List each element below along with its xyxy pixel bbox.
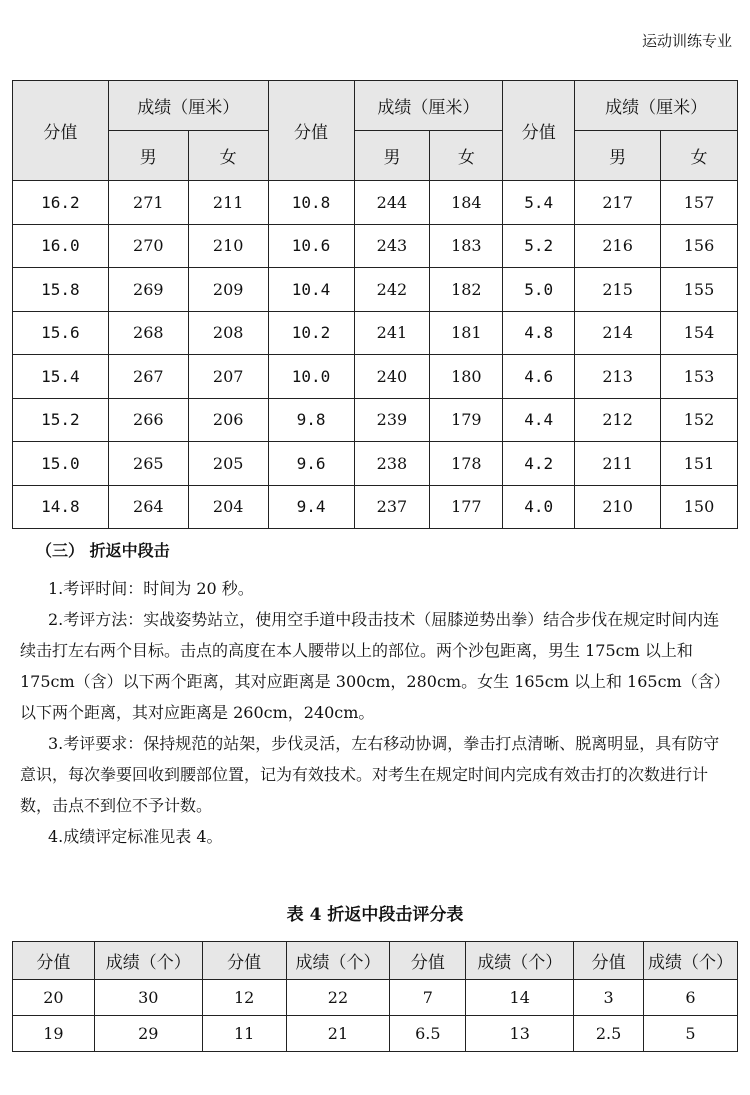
- score-cell: 14.8: [13, 485, 109, 529]
- result-cell: 156: [661, 224, 738, 268]
- score-cell: 12: [202, 980, 286, 1016]
- result-cell: 242: [354, 268, 430, 312]
- table3-body: [13, 181, 738, 529]
- result-cell: 244: [354, 181, 430, 225]
- result-cell: 21: [286, 1016, 390, 1052]
- table-row: [13, 224, 738, 268]
- result-cell: 14: [466, 980, 574, 1016]
- result-cell: 208: [188, 311, 268, 355]
- result-cell: 268: [108, 311, 188, 355]
- score-cell: 9.6: [268, 442, 354, 486]
- table4-body: [13, 980, 738, 1052]
- score-cell: 6.5: [390, 1016, 466, 1052]
- header-score: 分值: [13, 81, 109, 181]
- result-cell: 265: [108, 442, 188, 486]
- score-cell: 7: [390, 980, 466, 1016]
- header-female: 女: [661, 131, 738, 181]
- result-cell: 204: [188, 485, 268, 529]
- score-cell: 10.6: [268, 224, 354, 268]
- result-cell: 182: [430, 268, 503, 312]
- table-row: [13, 1016, 738, 1052]
- header-male: 男: [354, 131, 430, 181]
- result-cell: 215: [575, 268, 661, 312]
- result-cell: 267: [108, 355, 188, 399]
- section-title: （三） 折返中段击: [36, 541, 170, 560]
- result-cell: 237: [354, 485, 430, 529]
- table-row: [13, 311, 738, 355]
- result-cell: 153: [661, 355, 738, 399]
- result-cell: 30: [94, 980, 202, 1016]
- header-result: 成绩（个）: [94, 942, 202, 980]
- result-cell: 5: [644, 1016, 738, 1052]
- score-cell: 4.6: [503, 355, 575, 399]
- score-cell: 5.4: [503, 181, 575, 225]
- header-female: 女: [430, 131, 503, 181]
- result-cell: 210: [188, 224, 268, 268]
- result-cell: 206: [188, 398, 268, 442]
- header-result: 成绩（个）: [466, 942, 574, 980]
- header-score: 分值: [13, 942, 95, 980]
- result-cell: 154: [661, 311, 738, 355]
- result-cell: 157: [661, 181, 738, 225]
- header-result: 成绩（厘米）: [108, 81, 268, 131]
- score-cell: 9.8: [268, 398, 354, 442]
- score-cell: 9.4: [268, 485, 354, 529]
- score-cell: 4.0: [503, 485, 575, 529]
- result-cell: 152: [661, 398, 738, 442]
- table4-caption: 表 4 折返中段击评分表: [286, 905, 464, 925]
- result-cell: 241: [354, 311, 430, 355]
- score-cell: 5.0: [503, 268, 575, 312]
- paragraph: 4.成绩评定标准见表 4。: [48, 827, 223, 846]
- score-cell: 10.2: [268, 311, 354, 355]
- score-cell: 10.0: [268, 355, 354, 399]
- score-cell: 2.5: [574, 1016, 644, 1052]
- header-score: 分值: [390, 942, 466, 980]
- result-cell: 151: [661, 442, 738, 486]
- paragraph: 3.考评要求：保持规范的站架，步伐灵活，左右移动协调，拳击打点清晰、脱离明显，具有防守意识，每次拳要回收到腰部位置，记为有效技术。对考生在规定时间内完成有效击打的次数进行计数，击点不到位不予计数。: [20, 734, 720, 815]
- page-header: 运动训练专业: [641, 32, 732, 50]
- result-cell: 22: [286, 980, 390, 1016]
- score-cell: 4.4: [503, 398, 575, 442]
- score-cell: 15.6: [13, 311, 109, 355]
- result-cell: 207: [188, 355, 268, 399]
- result-cell: 155: [661, 268, 738, 312]
- result-cell: 214: [575, 311, 661, 355]
- header-score: 分值: [574, 942, 644, 980]
- header-score: 分值: [202, 942, 286, 980]
- result-cell: 266: [108, 398, 188, 442]
- result-cell: 238: [354, 442, 430, 486]
- table-row: [13, 355, 738, 399]
- result-cell: 216: [575, 224, 661, 268]
- score-cell: 10.4: [268, 268, 354, 312]
- result-cell: 240: [354, 355, 430, 399]
- table-row: [13, 398, 738, 442]
- score-cell: 11: [202, 1016, 286, 1052]
- score-cell: 15.0: [13, 442, 109, 486]
- result-cell: 212: [575, 398, 661, 442]
- score-cell: 10.8: [268, 181, 354, 225]
- score-cell: 15.2: [13, 398, 109, 442]
- result-cell: 264: [108, 485, 188, 529]
- score-cell: 3: [574, 980, 644, 1016]
- result-cell: 29: [94, 1016, 202, 1052]
- table-row: [13, 485, 738, 529]
- header-female: 女: [188, 131, 268, 181]
- table-row: [13, 980, 738, 1016]
- header-result: 成绩（厘米）: [575, 81, 738, 131]
- header-male: 男: [108, 131, 188, 181]
- score-cell: 15.8: [13, 268, 109, 312]
- score-table-4: [12, 941, 738, 1052]
- result-cell: 178: [430, 442, 503, 486]
- score-cell: 4.8: [503, 311, 575, 355]
- score-cell: 4.2: [503, 442, 575, 486]
- paragraph: 2.考评方法：实战姿势站立，使用空手道中段击技术（屈膝逆势出拳）结合步伐在规定时间内连续击打左右两个目标。击点的高度在本人腰带以上的部位。两个沙包距离，男生 175cm 以上和 175cm（含）以下两个距离，其对应距离是 300cm，280cm。女生 165cm 以上和 165cm（含）以下两个距离，其对应距离是 260cm，240cm。: [20, 610, 730, 722]
- header-male: 男: [575, 131, 661, 181]
- score-table-3: [12, 80, 738, 529]
- header-result: 成绩（个）: [286, 942, 390, 980]
- result-cell: 13: [466, 1016, 574, 1052]
- result-cell: 179: [430, 398, 503, 442]
- result-cell: 271: [108, 181, 188, 225]
- table-row: [13, 181, 738, 225]
- result-cell: 213: [575, 355, 661, 399]
- score-cell: 16.0: [13, 224, 109, 268]
- section-body: [20, 573, 734, 852]
- result-cell: 243: [354, 224, 430, 268]
- result-cell: 183: [430, 224, 503, 268]
- header-result: 成绩（厘米）: [354, 81, 503, 131]
- result-cell: 217: [575, 181, 661, 225]
- result-cell: 239: [354, 398, 430, 442]
- result-cell: 211: [188, 181, 268, 225]
- score-cell: 15.4: [13, 355, 109, 399]
- header-result: 成绩（个）: [644, 942, 738, 980]
- header-score: 分值: [268, 81, 354, 181]
- score-cell: 16.2: [13, 181, 109, 225]
- table-row: [13, 442, 738, 486]
- score-cell: 20: [13, 980, 95, 1016]
- result-cell: 209: [188, 268, 268, 312]
- paragraph: 1.考评时间：时间为 20 秒。: [48, 579, 254, 598]
- result-cell: 211: [575, 442, 661, 486]
- result-cell: 181: [430, 311, 503, 355]
- result-cell: 205: [188, 442, 268, 486]
- result-cell: 184: [430, 181, 503, 225]
- score-cell: 5.2: [503, 224, 575, 268]
- header-score: 分值: [503, 81, 575, 181]
- result-cell: 270: [108, 224, 188, 268]
- result-cell: 269: [108, 268, 188, 312]
- result-cell: 180: [430, 355, 503, 399]
- score-cell: 19: [13, 1016, 95, 1052]
- table-row: [13, 268, 738, 312]
- result-cell: 177: [430, 485, 503, 529]
- result-cell: 6: [644, 980, 738, 1016]
- result-cell: 150: [661, 485, 738, 529]
- result-cell: 210: [575, 485, 661, 529]
